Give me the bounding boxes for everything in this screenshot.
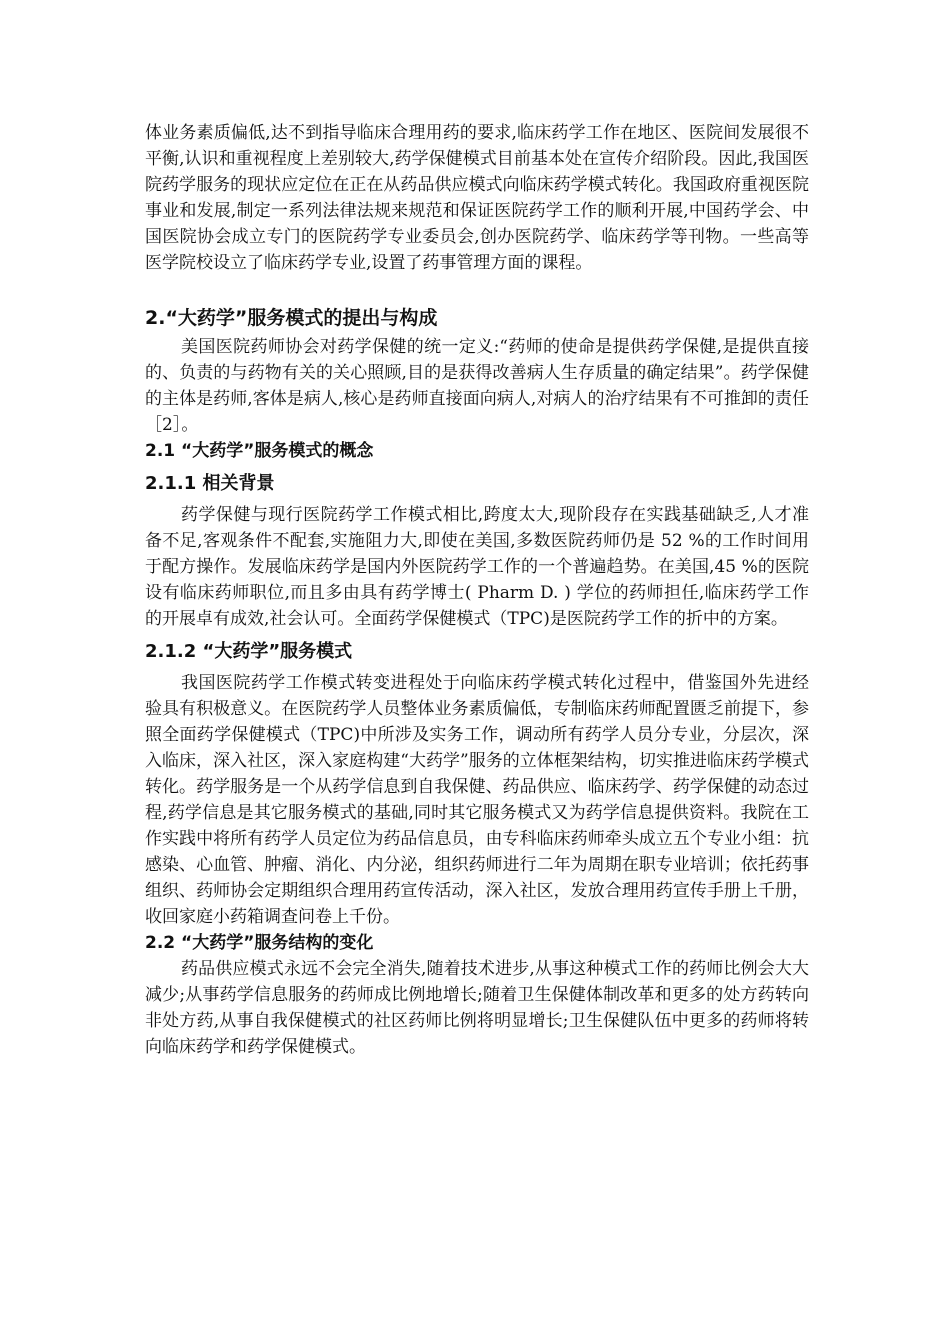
subsection-heading: 2.1 “大药学”服务模式的概念 <box>145 441 374 461</box>
document-page <box>145 120 809 1060</box>
body-paragraph: 药品供应模式永远不会完全消失,随着技术进步,从事这种模式工作的药师比例会大大减少;从事药学信息服务的药师成比例地增长;随着卫生保健体制改革和更多的处方药转向非处方药,从事自我保健模式的社区药师比例将明显增长;卫生保健队伍中更多的药师将转向临床药学和药学保健模式。 <box>145 959 809 1057</box>
subsubsection-heading: 2.1.1 相关背景 <box>145 473 275 494</box>
body-paragraph: 我国医院药学工作模式转变进程处于向临床药学模式转化过程中，借鉴国外先进经验具有积极意义。在医院药学人员整体业务素质偏低，专制临床药师配置匮乏前提下，参照全面药学保健模式（TPC)中所涉及实务工作，调动所有药学人员分专业，分层次，深入临床，深入社区，深入家庭构建“大药学”服务的立体框架结构，切实推进临床药学模式转化。药学服务是一个从药学信息到自我保健、药品供应、临床药学、药学保健的动态过程,药学信息是其它服务模式的基础,同时其它服务模式又为药学信息提供资料。我院在工作实践中将所有药学人员定位为药品信息员，由专科临床药师牵头成立五个专业小组：抗感染、心血管、肿瘤、消化、内分泌，组织药师进行二年为周期在职专业培训；依托药事组织、药师协会定期组织合理用药宣传活动，深入社区，发放合理用药宣传手册上千册，收回家庭小药箱调查问卷上千份。 <box>145 673 809 927</box>
body-paragraph: 美国医院药师协会对药学保健的统一定义:“药师的使命是提供药学保健,是提供直接的、负责的与药物有关的关心照顾,目的是获得改善病人生存质量的确定结果”。药学保健的主体是药师,客体是病人,核心是药师直接面向病人,对病人的治疗结果有不可推卸的责任［2］。 <box>145 337 809 435</box>
subsubsection-heading: 2.1.2 “大药学”服务模式 <box>145 641 353 662</box>
subsection-heading: 2.2 “大药学”服务结构的变化 <box>145 933 374 953</box>
section-heading: 2.“大药学”服务模式的提出与构成 <box>145 307 438 329</box>
body-paragraph: 药学保健与现行医院药学工作模式相比,跨度太大,现阶段存在实践基础缺乏,人才准备不足,客观条件不配套,实施阻力大,即使在美国,多数医院药师仍是 52 %的工作时间用于配方操作。发展临床药学是国内外医院药学工作的一个普遍趋势。在美国,45 %的医院设有临床药师职位,而且多由具有药学博士( Pharm D. ) 学位的药师担任,临床药学工作的开展卓有成效,社会认可。全面药学保健模式（TPC)是医院药学工作的折中的方案。 <box>145 505 809 629</box>
body-paragraph: 体业务素质偏低,达不到指导临床合理用药的要求,临床药学工作在地区、医院间发展很不平衡,认识和重视程度上差别较大,药学保健模式目前基本处在宣传介绍阶段。因此,我国医院药学服务的现状应定位在正在从药品供应模式向临床药学模式转化。我国政府重视医院事业和发展,制定一系列法律法规来规范和保证医院药学工作的顺利开展,中国药学会、中国医院协会成立专门的医院药学专业委员会,创办医院药学、临床药学等刊物。一些高等医学院校设立了临床药学专业,设置了药事管理方面的课程。 <box>145 123 809 273</box>
